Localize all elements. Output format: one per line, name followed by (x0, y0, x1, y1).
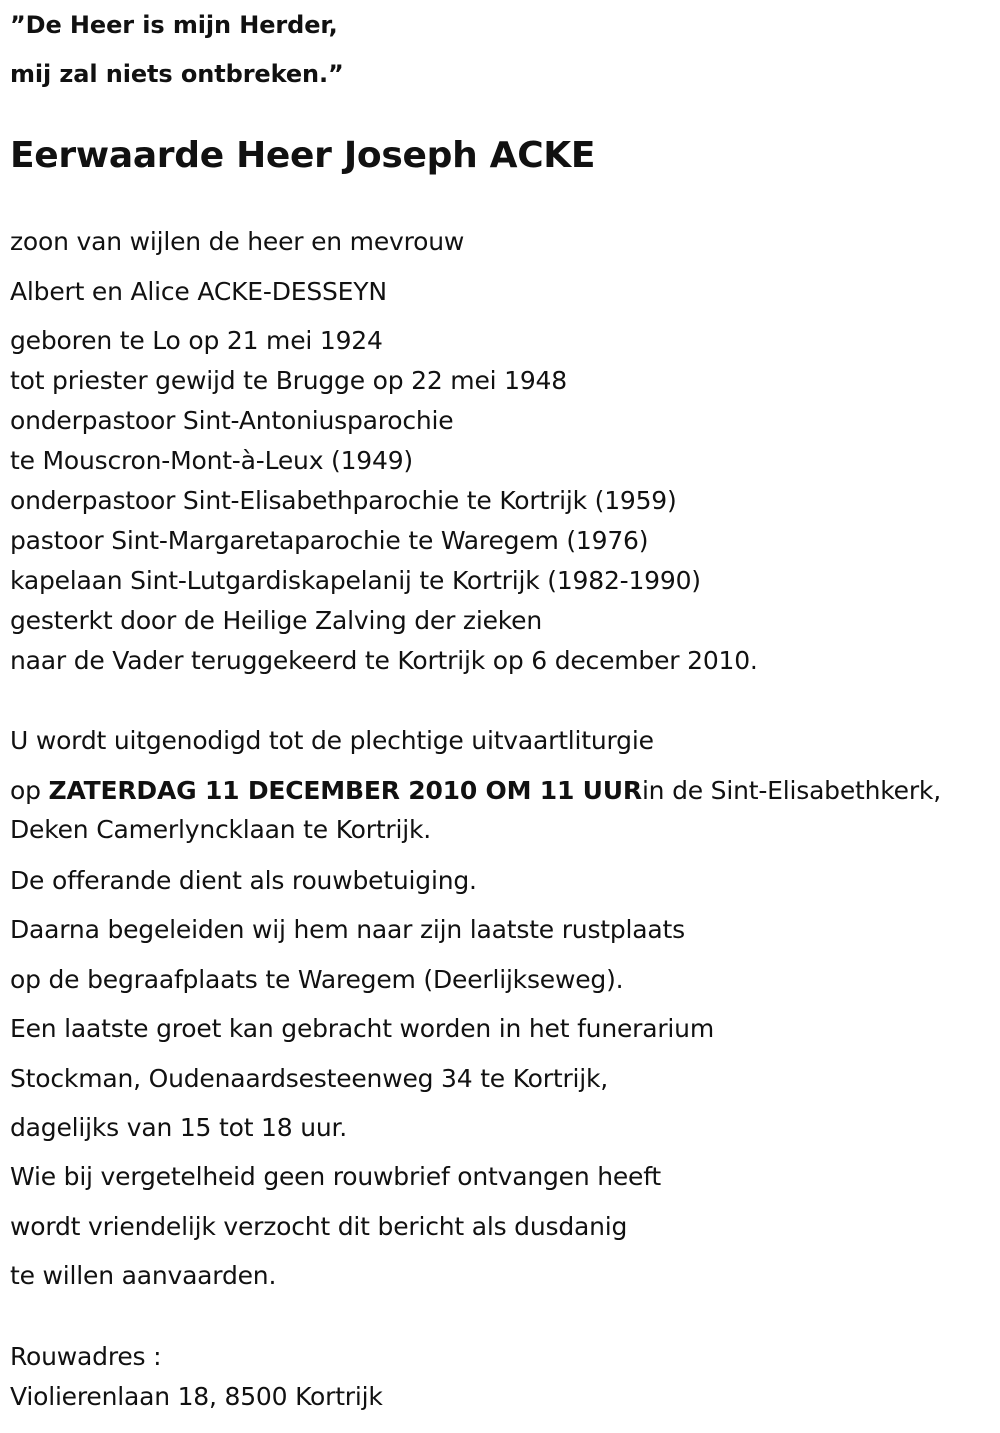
funeral-detail-line: op de begraafplaats te Waregem (Deerlijkseweg). (10, 965, 624, 994)
funeral-detail-line: wordt vriendelijk verzocht dit bericht als dusdanig (10, 1212, 628, 1241)
bio-line: zoon van wijlen de heer en mevrouw (10, 227, 465, 256)
bio-line: pastoor Sint-Margaretaparochie te Waregem (1976) (10, 526, 649, 555)
bio-line: onderpastoor Sint-Elisabethparochie te Kortrijk (1959) (10, 486, 677, 515)
bio-line: gesterkt door de Heilige Zalving der zieken (10, 606, 542, 635)
bio-line: kapelaan Sint-Lutgardiskapelanij te Kortrijk (1982-1990) (10, 566, 701, 595)
address-label: Rouwadres : (10, 1342, 162, 1371)
funeral-detail-line: dagelijks van 15 tot 18 uur. (10, 1113, 348, 1142)
funeral-detail-line: Daarna begeleiden wij hem naar zijn laatste rustplaats (10, 915, 685, 944)
funeral-date-prefix: op (10, 776, 49, 805)
funeral-detail-line: De offerande dient als rouwbetuiging. (10, 866, 477, 895)
funeral-detail-line: te willen aanvaarden. (10, 1261, 277, 1290)
quote-line-1: ”De Heer is mijn Herder, (10, 11, 338, 39)
funeral-date-line (10, 776, 941, 806)
funeral-detail-line: Stockman, Oudenaardsesteenweg 34 te Kortrijk, (10, 1064, 609, 1093)
address-value: Violierenlaan 18, 8500 Kortrijk (10, 1382, 383, 1411)
bio-line: onderpastoor Sint-Antoniusparochie (10, 406, 454, 435)
bio-line: geboren te Lo op 21 mei 1924 (10, 326, 383, 355)
bio-line: Albert en Alice ACKE-DESSEYN (10, 277, 387, 306)
funeral-date-time: ZATERDAG 11 DECEMBER 2010 OM 11 UUR (48, 776, 642, 805)
funeral-location: Deken Camerlyncklaan te Kortrijk. (10, 815, 432, 844)
quote-line-2: mij zal niets ontbreken.” (10, 60, 344, 88)
bio-line: tot priester gewijd te Brugge op 22 mei 1948 (10, 366, 567, 395)
funeral-church: in de Sint-Elisabethkerk, (641, 776, 941, 805)
funeral-detail-line: Wie bij vergetelheid geen rouwbrief ontvangen heeft (10, 1162, 662, 1191)
bio-line: naar de Vader teruggekeerd te Kortrijk op 6 december 2010. (10, 646, 758, 675)
funeral-invitation: U wordt uitgenodigd tot de plechtige uitvaartliturgie (10, 726, 654, 755)
funeral-detail-line: Een laatste groet kan gebracht worden in het funerarium (10, 1014, 714, 1043)
deceased-name: Eerwaarde Heer Joseph ACKE (10, 135, 596, 176)
bio-line: te Mouscron-Mont-à-Leux (1949) (10, 446, 413, 475)
